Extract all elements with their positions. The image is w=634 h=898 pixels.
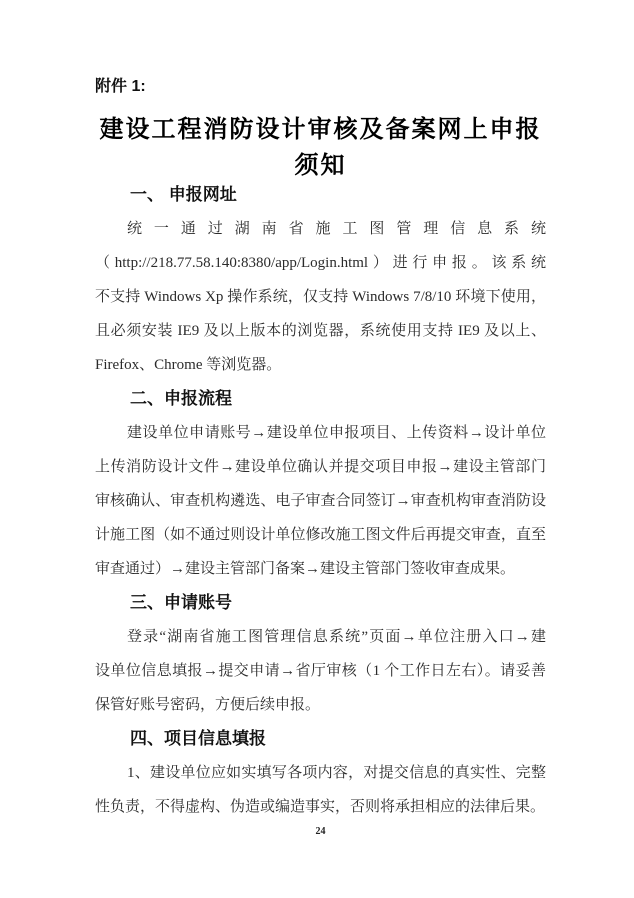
doc-line: 设单位信息填报→提交申请→省厅审核（1 个工作日左右）。请妥善 [95, 663, 546, 679]
doc-line: 计施工图（如不通过则设计单位修改施工图文件后再提交审查，直至 [95, 527, 546, 543]
doc-line: 1、建设单位应如实填写各项内容，对提交信息的真实性、完整 [127, 765, 546, 781]
section-heading-4: 四、项目信息填报 [130, 729, 266, 748]
section-heading-2: 二、申报流程 [130, 389, 232, 408]
doc-line: Firefox、Chrome 等浏览器。 [95, 357, 282, 373]
doc-line: 审核确认、审查机构遴选、电子审查合同签订→审查机构审查消防设 [95, 493, 546, 509]
doc-line: 性负责，不得虚构、伪造或编造事实，否则将承担相应的法律后果。 [95, 799, 546, 815]
page-title-line-2: 须知 [294, 152, 347, 179]
doc-line: 不支持 Windows Xp 操作系统，仅支持 Windows 7/8/10 环境下使用， [95, 289, 546, 305]
doc-line: 统一通过湖南省施工图管理信息系统 [127, 221, 546, 237]
attachment-label: 附件 1: [95, 78, 146, 95]
document-body [95, 178, 546, 824]
section-heading-1: 一、 申报网址 [130, 185, 237, 204]
doc-line: 上传消防设计文件→建设单位确认并提交项目申报→建设主管部门 [95, 459, 546, 475]
doc-line: 审查通过）→建设主管部门备案→建设主管部门签收审查成果。 [95, 561, 516, 577]
doc-line: 保管好账号密码，方便后续申报。 [95, 697, 321, 713]
doc-line: 登录“湖南省施工图管理信息系统”页面→单位注册入口→建 [127, 629, 546, 645]
section-heading-3: 三、申请账号 [130, 593, 232, 612]
doc-line: 且必须安装 IE9 及以上版本的浏览器，系统使用支持 IE9 及以上、 [95, 323, 546, 339]
doc-line: 建设单位申请账号→建设单位申报项目、上传资料→设计单位 [127, 425, 546, 441]
page-title-line-1: 建设工程消防设计审核及备案网上申报 [99, 116, 542, 143]
page-title [95, 112, 546, 184]
doc-line: （http://218.77.58.140:8380/app/Login.html）进行申报。该系统 [95, 255, 546, 271]
page-number: 24 [315, 826, 326, 837]
